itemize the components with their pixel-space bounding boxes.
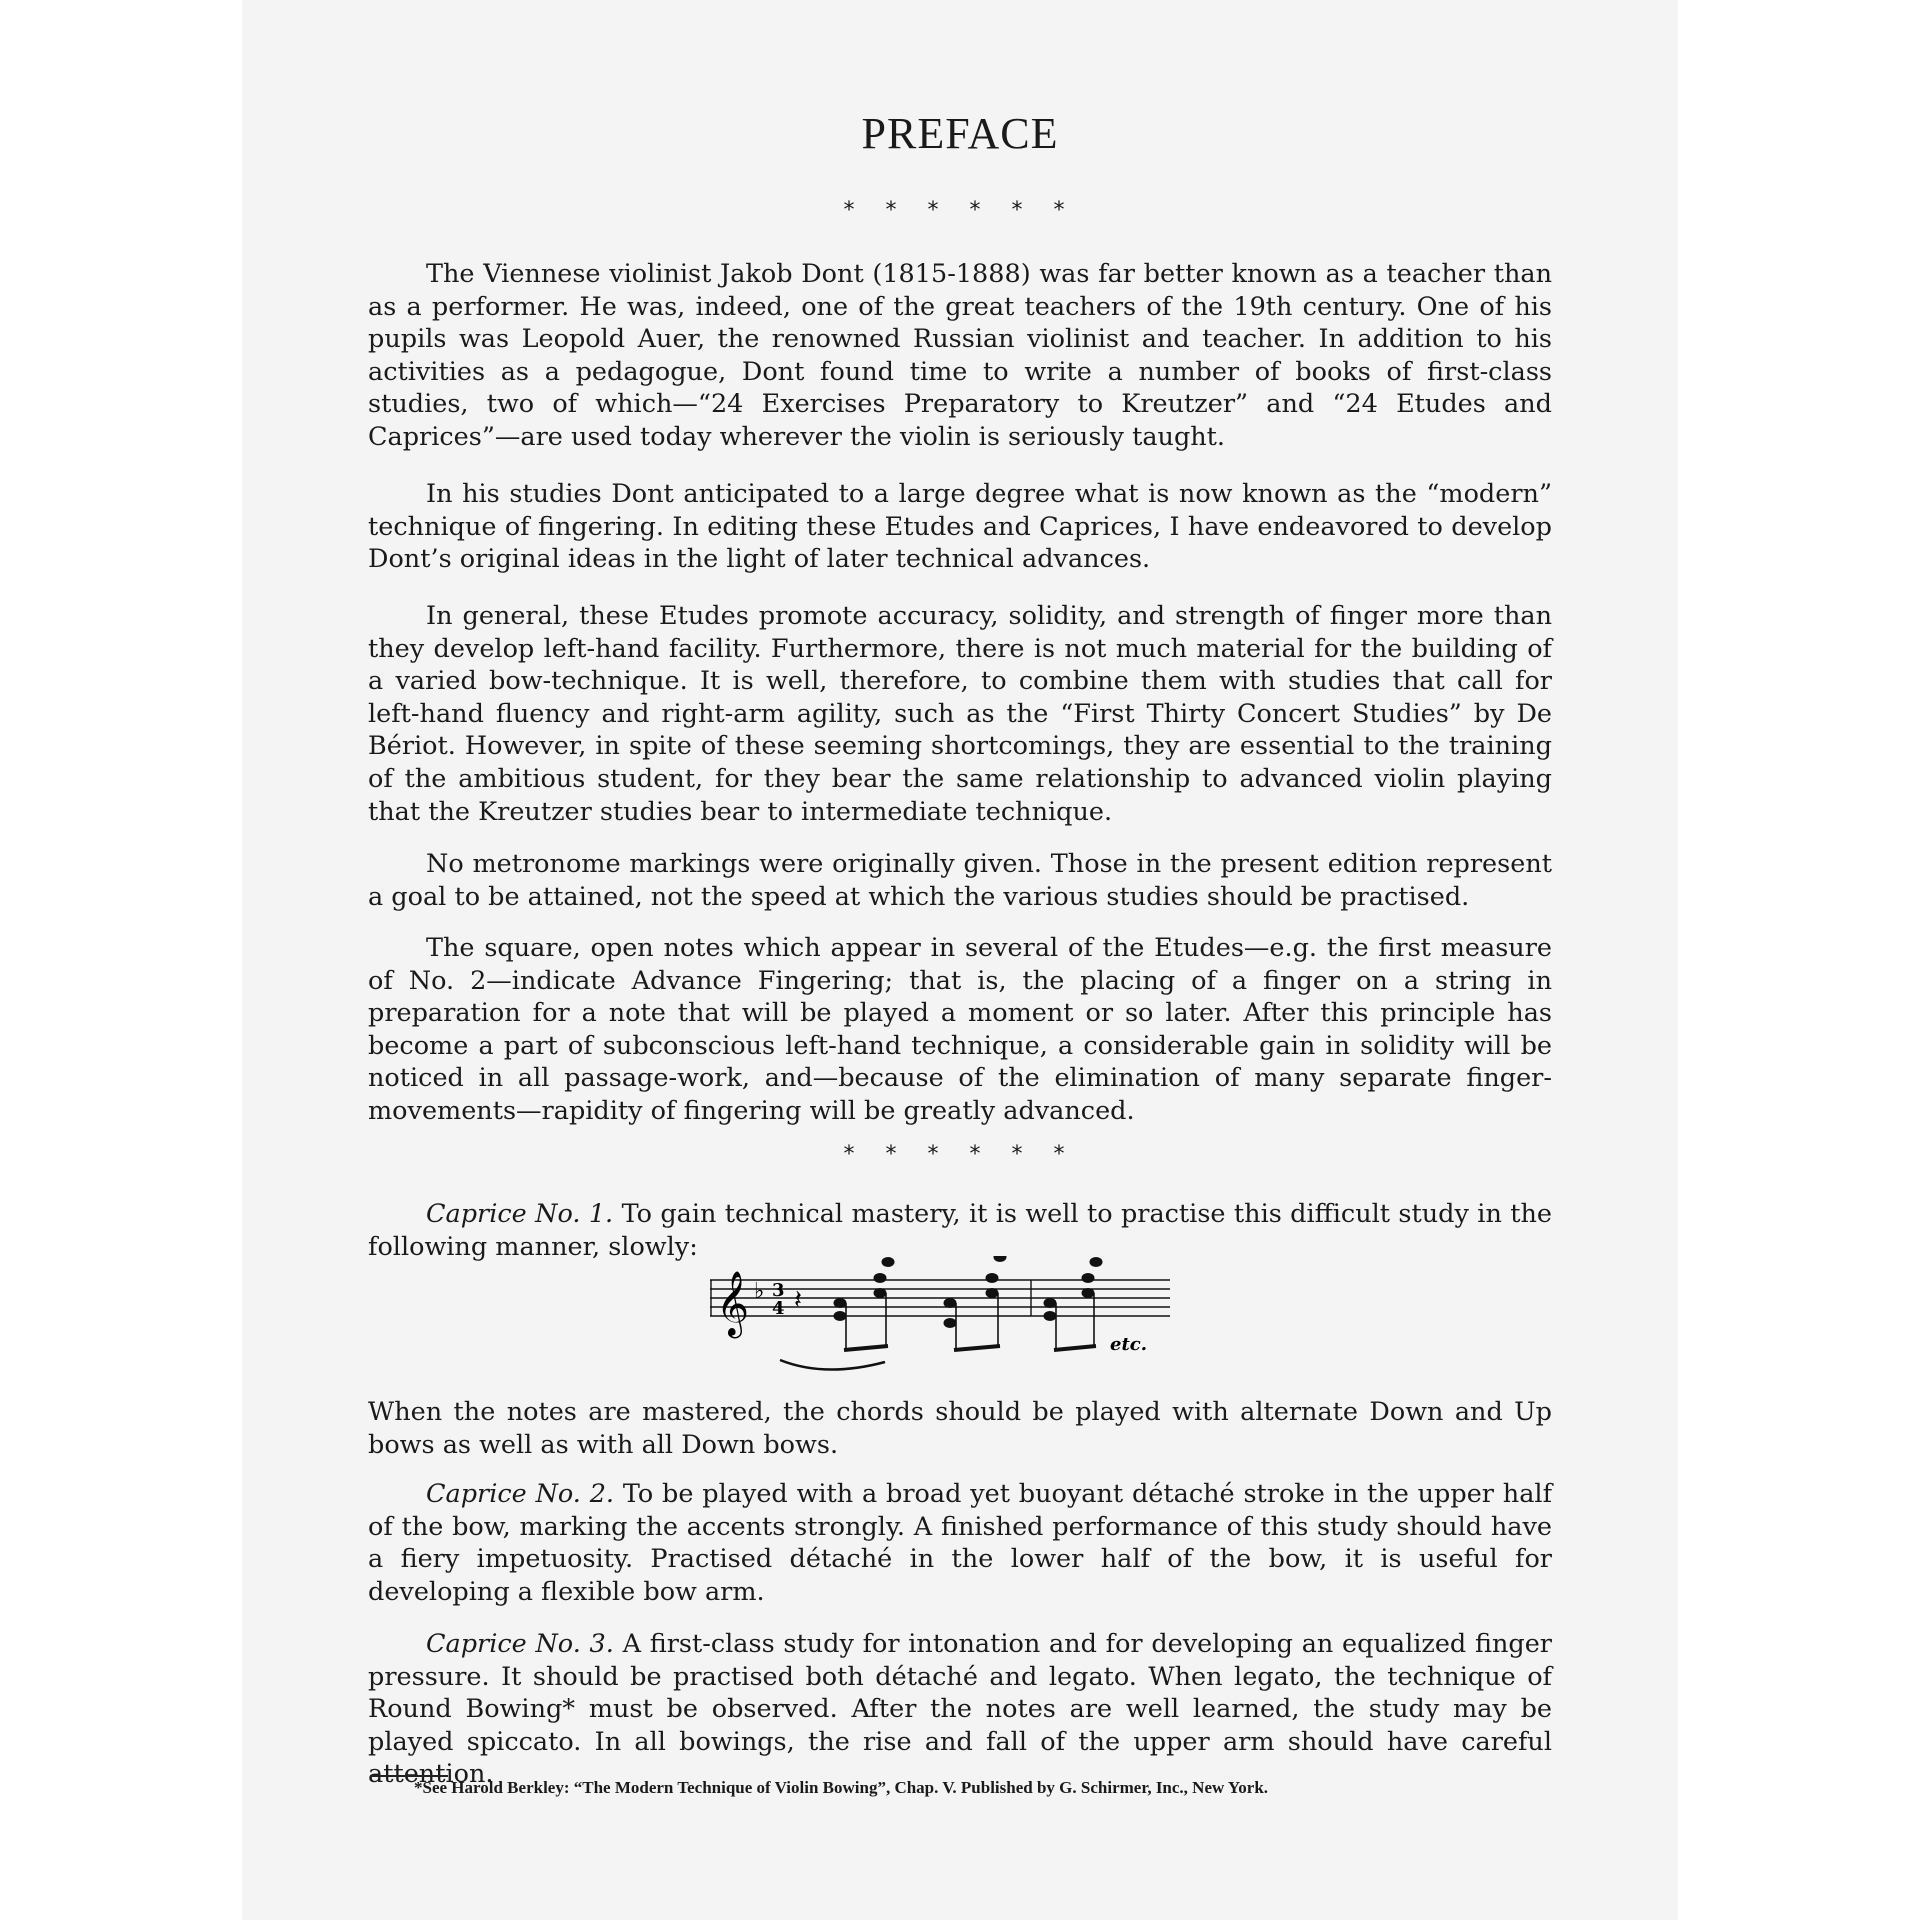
quarter-rest-icon: 𝄽 xyxy=(794,1285,802,1315)
paragraph-general: In general, these Etudes promote accuracy, solidity, and strength of finger more than they develop left-hand facility. Furthermore, there is not much material for the building of a varied bow-technique. It is well, therefore, to combine them with studies that call for left-hand fluency and right-arm agility, such as the “First Thirty Concert Studies” by De Bériot. However, in spite of these seeming shortcomings, they are essential to the training of the ambitious student, for they bear the same relationship to advanced violin playing that the Kreutzer studies bear to intermediate technique. xyxy=(368,601,1552,827)
caprice-3-label: Caprice No. 3. xyxy=(426,1629,614,1659)
paragraph-metronome: No metronome markings were originally given. Those in the present edition represent a goal to be attained, not the speed at which the various studies should be practised. xyxy=(368,849,1552,912)
slur-icon xyxy=(780,1360,885,1370)
caprice-1-paragraph xyxy=(368,1198,1552,1263)
note xyxy=(986,1274,998,1283)
note xyxy=(874,1274,886,1283)
section-divider-bottom: * * * * * * xyxy=(843,1142,1077,1167)
caprice-2-label: Caprice No. 2. xyxy=(426,1479,615,1509)
time-signature-bottom: 4 xyxy=(772,1298,785,1319)
paragraph-advance-fingering: The square, open notes which appear in several of the Etudes—e.g. the first measure of No. 2—indicate Advance Fingering; that is, the placing of a finger on a string in preparation for a note that will be played a moment or so later. After this principle has become a part of subconscious left-hand technique, a considerable gain in solidity will be noticed in all passage-work, and—because of the elimination of many separate finger-movements—rapidity of fingering will be greatly advanced. xyxy=(368,933,1552,1126)
note xyxy=(1044,1312,1056,1321)
note xyxy=(944,1319,956,1328)
note xyxy=(1082,1274,1094,1283)
notes-group xyxy=(834,1256,1102,1350)
page-title: PREFACE xyxy=(861,109,1059,158)
note xyxy=(994,1256,1006,1262)
note xyxy=(834,1299,846,1308)
treble-clef-icon: 𝄞 xyxy=(716,1271,750,1336)
caprice-1-text: To gain technical mastery, it is well to practise this difficult study in the following manner, slowly: xyxy=(368,1199,1553,1262)
caprice-2-paragraph xyxy=(368,1478,1552,1608)
note xyxy=(1082,1289,1094,1298)
note xyxy=(944,1299,956,1308)
flat-sign-icon: ♭ xyxy=(754,1279,765,1304)
note xyxy=(986,1289,998,1298)
caprice-2-text: To be played with a broad yet buoyant détaché stroke in the upper half of the bow, marking the accents strongly. A finished performance of this study should have a fiery impetuosity. Practised détaché in the lower half of the bow, it is useful for developing a flexible bow arm. xyxy=(368,1479,1553,1607)
section-divider-top: * * * * * * xyxy=(843,198,1077,223)
time-signature-top: 3 xyxy=(772,1280,785,1301)
note xyxy=(834,1312,846,1321)
footnote-rule xyxy=(370,1775,448,1777)
etc-label: etc. xyxy=(1110,1334,1147,1355)
note xyxy=(1044,1299,1056,1308)
note xyxy=(1090,1258,1102,1267)
footnote: *See Harold Berkley: “The Modern Technique of Violin Bowing”, Chap. V. Published by G. Schirmer, Inc., New York. xyxy=(414,1778,1269,1797)
paragraph-intro: The Viennese violinist Jakob Dont (1815-1888) was far better known as a teacher than as a performer. He was, indeed, one of the great teachers of the 19th century. One of his pupils was Leopold Auer, the renowned Russian violinist and teacher. In addition to his activities as a pedagogue, Dont found time to write a number of books of first-class studies, two of which—“24 Exercises Preparatory to Kreutzer” and “24 Etudes and Caprices”—are used today wherever the violin is seriously taught. xyxy=(368,259,1552,452)
paragraph-modern-technique: In his studies Dont anticipated to a large degree what is now known as the “modern” technique of fingering. In editing these Etudes and Caprices, I have endeavored to develop Dont’s original ideas in the light of later technical advances. xyxy=(368,479,1552,575)
caprice-3-paragraph xyxy=(368,1628,1552,1791)
note xyxy=(882,1258,894,1267)
caprice-1-followup-text: When the notes are mastered, the chords should be played with alternate Down and Up bows as well as with all Down bows. xyxy=(368,1397,1552,1460)
music-example xyxy=(710,1256,1180,1376)
note xyxy=(874,1289,886,1298)
caprice-1-followup xyxy=(368,1396,1552,1461)
caprice-1-label: Caprice No. 1. xyxy=(426,1199,614,1229)
caprice-3-text: A first-class study for intonation and for developing an equalized finger pressure. It should be practised both détaché and legato. When legato, the technique of Round Bowing* must be observed. After the notes are well learned, the study may be played spiccato. In all bowings, the rise and fall of the upper arm should have careful attention. xyxy=(368,1629,1552,1790)
